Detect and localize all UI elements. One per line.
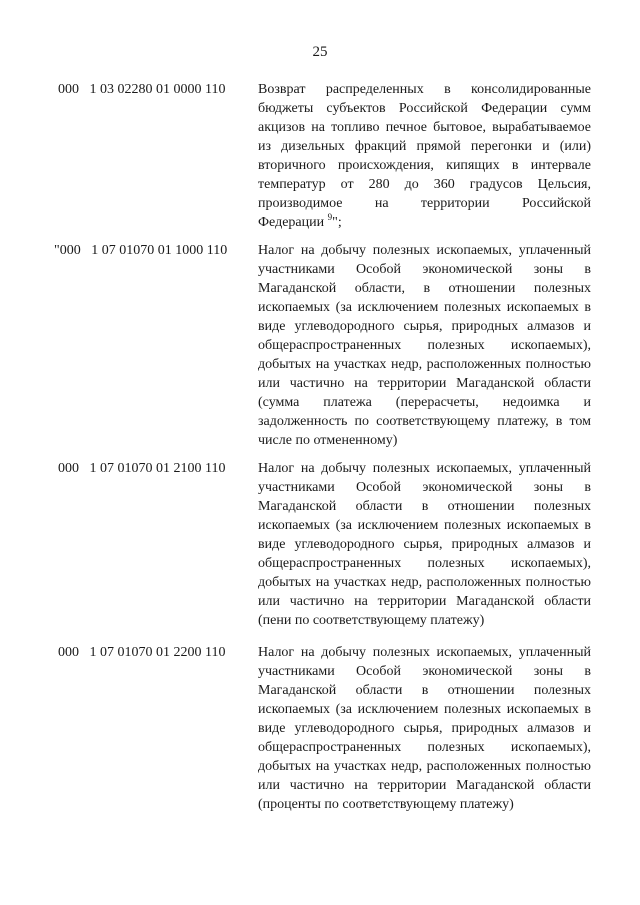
closing-quote: "; (332, 215, 342, 230)
footnote-marker: 9 (327, 212, 333, 222)
code-number: 1 07 01070 01 1000 110 (91, 243, 228, 258)
budget-code (58, 643, 225, 662)
code-number: 1 07 01070 01 2200 110 (89, 645, 226, 660)
description-text: Возврат распределенных в консолидированные бюджеты субъектов Российской Федерации сумм акцизов на топливо печное бытовое, вырабатываемое из дизельных фракций прямой перегонки и (или) вторичного происхождения, кипящих в интервале температур от 280 до 360 градусов Цельсия, производимое на территории Российской Федерации (258, 82, 591, 230)
revenue-description: Налог на добычу полезных ископаемых, уплаченный участниками Особой экономической зоны в Магаданской области, в отношении полезных ископаемых (за исключением полезных ископаемых в виде углеводородного сырья, природных алмазов и общераспространенных полезных ископаемых), добытых на участках недр, расположенных полностью или частично на территории Магаданской области (сумма платежа (перерасчеты, недоимка и задолженность по соответствующему платежу, в том числе по отмененному) (258, 243, 591, 448)
budget-code (58, 80, 225, 99)
code-prefix: 000 (58, 645, 79, 660)
code-prefix: "000 (54, 243, 81, 258)
code-prefix: 000 (58, 461, 79, 476)
revenue-description: Налог на добычу полезных ископаемых, уплаченный участниками Особой экономической зоны в Магаданской области в отношении полезных ископаемых (за исключением полезных ископаемых в виде углеводородного сырья, природных алмазов и общераспространенных полезных ископаемых), добытых на участках недр, расположенных полностью или частично на территории Магаданской области (проценты по соответствующему платежу) (258, 645, 591, 812)
page-number: 25 (312, 44, 328, 60)
code-prefix: 000 (58, 82, 79, 97)
budget-code (58, 459, 225, 478)
budget-code (54, 241, 227, 260)
revenue-description (258, 80, 591, 232)
code-number: 1 07 01070 01 2100 110 (89, 461, 226, 476)
code-number: 1 03 02280 01 0000 110 (89, 82, 226, 97)
revenue-description: Налог на добычу полезных ископаемых, уплаченный участниками Особой экономической зоны в Магаданской области в отношении полезных ископаемых (за исключением полезных ископаемых в виде углеводородного сырья, природных алмазов и общераспространенных полезных ископаемых), добытых на участках недр, расположенных полностью или частично на территории Магаданской области (пени по соответствующему платежу) (258, 461, 591, 628)
